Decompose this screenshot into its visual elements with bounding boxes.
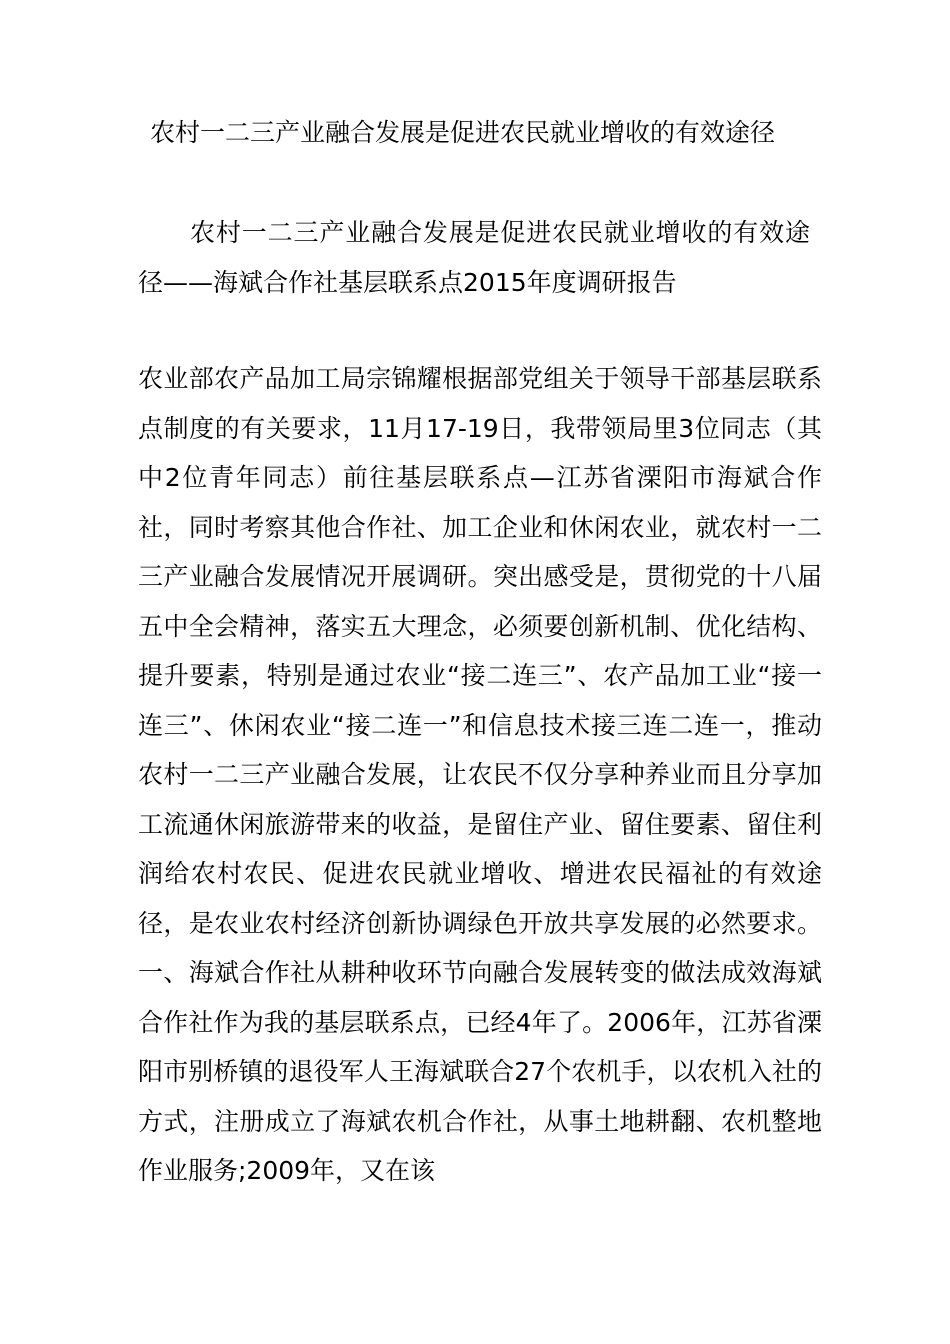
document-title: 农村一二三产业融合发展是促进农民就业增收的有效途径	[150, 118, 776, 147]
document-subtitle: 农村一二三产业融合发展是促进农民就业增收的有效途径——海斌合作社基层联系点2015年度调研报告	[138, 218, 810, 297]
document-body-paragraph: 农业部农产品加工局宗锦耀根据部党组关于领导干部基层联系点制度的有关要求，11月17-19日，我带领局里3位同志（其中2位青年同志）前往基层联系点—江苏省溧阳市海斌合作社，同时考察其他合作社、加工企业和休闲农业，就农村一二三产业融合发展情况开展调研。突出感受是，贯彻党的十八届五中全会精神，落实五大理念，必须要创新机制、优化结构、提升要素，特别是通过农业“接二连三”、农产品加工业“接一连三”、休闲农业“接二连一”和信息技术接三连二连一，推动农村一二三产业融合发展，让农民不仅分享种养业而且分享加工流通休闲旅游带来的收益，是留住产业、留住要素、留住利润给农村农民、促进农民就业增收、增进农民福祉的有效途径，是农业农村经济创新协调绿色开放共享发展的必然要求。一、海斌合作社从耕种收环节向融合发展转变的做法成效海斌合作社作为我的基层联系点，已经4年了。2006年，江苏省溧阳市别桥镇的退役军人王海斌联合27个农机手，以农机入社的方式，注册成立了海斌农机合作社，从事土地耕翻、农机整地作业服务;2009年，又在该	[138, 364, 822, 1185]
